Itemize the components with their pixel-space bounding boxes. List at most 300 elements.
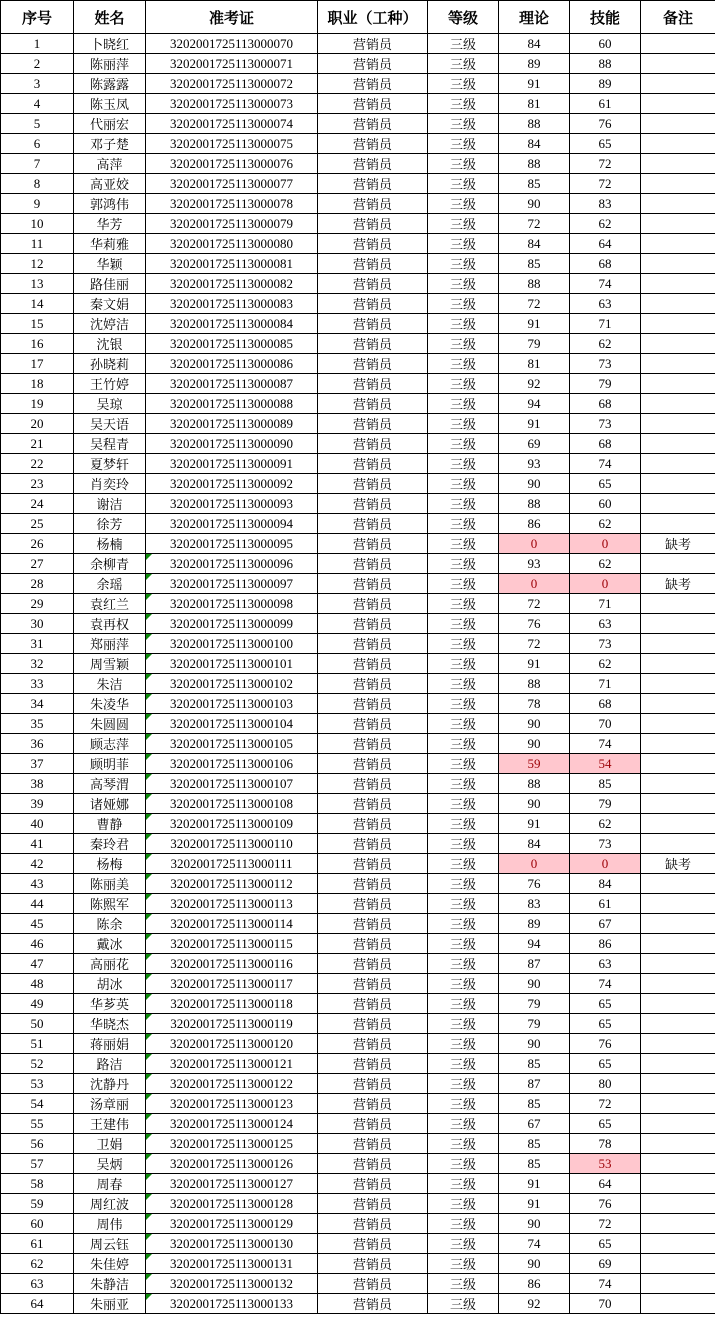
cell-exam-id[interactable]: [146, 934, 318, 954]
cell-skill-score[interactable]: 65: [570, 1014, 641, 1034]
cell-occupation[interactable]: 营销员: [318, 1154, 428, 1174]
cell-name[interactable]: 陈露露: [74, 74, 146, 94]
cell-theory-score[interactable]: 90: [499, 734, 570, 754]
cell-level[interactable]: 三级: [428, 454, 499, 474]
cell-name[interactable]: 周春: [74, 1174, 146, 1194]
cell-seq-no[interactable]: 22: [1, 454, 74, 474]
cell-level[interactable]: 三级: [428, 1194, 499, 1214]
cell-occupation[interactable]: 营销员: [318, 594, 428, 614]
cell-name[interactable]: 曹静: [74, 814, 146, 834]
cell-seq-no[interactable]: 24: [1, 494, 74, 514]
cell-theory-score[interactable]: 91: [499, 414, 570, 434]
cell-level[interactable]: 三级: [428, 274, 499, 294]
cell-skill-score[interactable]: 68: [570, 694, 641, 714]
cell-level[interactable]: 三级: [428, 394, 499, 414]
cell-occupation[interactable]: 营销员: [318, 414, 428, 434]
cell-occupation[interactable]: 营销员: [318, 1214, 428, 1234]
cell-remark[interactable]: [641, 994, 715, 1014]
cell-theory-score[interactable]: 87: [499, 954, 570, 974]
cell-theory-score[interactable]: 81: [499, 94, 570, 114]
cell-name[interactable]: 朱佳婷: [74, 1254, 146, 1274]
cell-name[interactable]: 陈丽美: [74, 874, 146, 894]
cell-skill-score[interactable]: 80: [570, 1074, 641, 1094]
cell-occupation[interactable]: 营销员: [318, 254, 428, 274]
cell-theory-score[interactable]: 76: [499, 874, 570, 894]
cell-occupation[interactable]: 营销员: [318, 454, 428, 474]
cell-occupation[interactable]: 营销员: [318, 774, 428, 794]
cell-name[interactable]: 戴冰: [74, 934, 146, 954]
cell-name[interactable]: 华芳: [74, 214, 146, 234]
cell-level[interactable]: 三级: [428, 834, 499, 854]
cell-exam-id[interactable]: [146, 994, 318, 1014]
cell-occupation[interactable]: 营销员: [318, 914, 428, 934]
cell-exam-id[interactable]: [146, 74, 318, 94]
cell-name[interactable]: 路佳丽: [74, 274, 146, 294]
cell-name[interactable]: 袁再权: [74, 614, 146, 634]
cell-skill-score[interactable]: 0: [570, 854, 641, 874]
cell-remark[interactable]: [641, 674, 715, 694]
cell-level[interactable]: 三级: [428, 254, 499, 274]
cell-exam-id[interactable]: [146, 914, 318, 934]
cell-name[interactable]: 陈丽萍: [74, 54, 146, 74]
cell-level[interactable]: 三级: [428, 734, 499, 754]
cell-exam-id[interactable]: [146, 194, 318, 214]
cell-level[interactable]: 三级: [428, 1174, 499, 1194]
cell-skill-score[interactable]: 85: [570, 774, 641, 794]
cell-occupation[interactable]: 营销员: [318, 894, 428, 914]
cell-name[interactable]: 诸娅娜: [74, 794, 146, 814]
cell-remark[interactable]: [641, 1274, 715, 1294]
cell-occupation[interactable]: 营销员: [318, 1274, 428, 1294]
cell-occupation[interactable]: 营销员: [318, 1094, 428, 1114]
cell-name[interactable]: 沈婷洁: [74, 314, 146, 334]
cell-name[interactable]: 代丽宏: [74, 114, 146, 134]
cell-theory-score[interactable]: 88: [499, 494, 570, 514]
cell-name[interactable]: 袁红兰: [74, 594, 146, 614]
cell-remark[interactable]: [641, 274, 715, 294]
cell-theory-score[interactable]: 91: [499, 1194, 570, 1214]
cell-skill-score[interactable]: 78: [570, 1134, 641, 1154]
cell-seq-no[interactable]: 40: [1, 814, 74, 834]
cell-exam-id[interactable]: [146, 314, 318, 334]
cell-remark[interactable]: [641, 654, 715, 674]
cell-level[interactable]: 三级: [428, 1074, 499, 1094]
cell-theory-score[interactable]: 85: [499, 1054, 570, 1074]
cell-seq-no[interactable]: 35: [1, 714, 74, 734]
cell-seq-no[interactable]: 45: [1, 914, 74, 934]
cell-level[interactable]: 三级: [428, 214, 499, 234]
cell-level[interactable]: 三级: [428, 854, 499, 874]
cell-exam-id[interactable]: [146, 514, 318, 534]
cell-remark[interactable]: [641, 894, 715, 914]
cell-occupation[interactable]: 营销员: [318, 1034, 428, 1054]
cell-seq-no[interactable]: 59: [1, 1194, 74, 1214]
cell-skill-score[interactable]: 71: [570, 674, 641, 694]
cell-theory-score[interactable]: 72: [499, 214, 570, 234]
header-cell-name[interactable]: 姓名: [74, 1, 146, 34]
cell-level[interactable]: 三级: [428, 334, 499, 354]
cell-name[interactable]: 周红波: [74, 1194, 146, 1214]
cell-theory-score[interactable]: 91: [499, 74, 570, 94]
cell-skill-score[interactable]: 74: [570, 1274, 641, 1294]
cell-seq-no[interactable]: 55: [1, 1114, 74, 1134]
cell-level[interactable]: 三级: [428, 1054, 499, 1074]
cell-name[interactable]: 卫娟: [74, 1134, 146, 1154]
cell-occupation[interactable]: 营销员: [318, 114, 428, 134]
cell-skill-score[interactable]: 73: [570, 414, 641, 434]
cell-theory-score[interactable]: 0: [499, 854, 570, 874]
header-cell-remark[interactable]: 备注: [641, 1, 715, 34]
cell-seq-no[interactable]: 64: [1, 1294, 74, 1314]
cell-skill-score[interactable]: 88: [570, 54, 641, 74]
cell-seq-no[interactable]: 8: [1, 174, 74, 194]
cell-theory-score[interactable]: 72: [499, 594, 570, 614]
cell-seq-no[interactable]: 16: [1, 334, 74, 354]
cell-exam-id[interactable]: [146, 874, 318, 894]
cell-skill-score[interactable]: 53: [570, 1154, 641, 1174]
cell-remark[interactable]: [641, 194, 715, 214]
cell-level[interactable]: 三级: [428, 1134, 499, 1154]
cell-seq-no[interactable]: 25: [1, 514, 74, 534]
cell-name[interactable]: 沈静丹: [74, 1074, 146, 1094]
cell-exam-id[interactable]: [146, 1094, 318, 1114]
cell-theory-score[interactable]: 92: [499, 1294, 570, 1314]
cell-seq-no[interactable]: 50: [1, 1014, 74, 1034]
cell-seq-no[interactable]: 18: [1, 374, 74, 394]
cell-skill-score[interactable]: 68: [570, 394, 641, 414]
cell-theory-score[interactable]: 76: [499, 614, 570, 634]
cell-remark[interactable]: [641, 774, 715, 794]
cell-occupation[interactable]: 营销员: [318, 394, 428, 414]
cell-occupation[interactable]: 营销员: [318, 574, 428, 594]
cell-level[interactable]: 三级: [428, 754, 499, 774]
cell-remark[interactable]: [641, 494, 715, 514]
header-cell-no[interactable]: 序号: [1, 1, 74, 34]
cell-theory-score[interactable]: 85: [499, 1094, 570, 1114]
cell-skill-score[interactable]: 74: [570, 454, 641, 474]
cell-remark[interactable]: [641, 1254, 715, 1274]
cell-remark[interactable]: [641, 1234, 715, 1254]
cell-name[interactable]: 杨楠: [74, 534, 146, 554]
cell-skill-score[interactable]: 62: [570, 814, 641, 834]
cell-exam-id[interactable]: [146, 714, 318, 734]
cell-exam-id[interactable]: [146, 1214, 318, 1234]
cell-level[interactable]: 三级: [428, 794, 499, 814]
cell-skill-score[interactable]: 74: [570, 274, 641, 294]
cell-theory-score[interactable]: 89: [499, 54, 570, 74]
cell-name[interactable]: 高琴渭: [74, 774, 146, 794]
cell-exam-id[interactable]: [146, 54, 318, 74]
cell-exam-id[interactable]: [146, 34, 318, 54]
cell-level[interactable]: 三级: [428, 1274, 499, 1294]
cell-level[interactable]: 三级: [428, 434, 499, 454]
cell-skill-score[interactable]: 60: [570, 494, 641, 514]
cell-theory-score[interactable]: 83: [499, 894, 570, 914]
cell-exam-id[interactable]: [146, 414, 318, 434]
cell-theory-score[interactable]: 92: [499, 374, 570, 394]
cell-seq-no[interactable]: 41: [1, 834, 74, 854]
cell-occupation[interactable]: 营销员: [318, 734, 428, 754]
cell-level[interactable]: 三级: [428, 914, 499, 934]
cell-seq-no[interactable]: 19: [1, 394, 74, 414]
cell-seq-no[interactable]: 52: [1, 1054, 74, 1074]
cell-theory-score[interactable]: 88: [499, 274, 570, 294]
cell-remark[interactable]: [641, 634, 715, 654]
cell-name[interactable]: 余柳青: [74, 554, 146, 574]
cell-name[interactable]: 秦玲君: [74, 834, 146, 854]
cell-remark[interactable]: [641, 314, 715, 334]
cell-seq-no[interactable]: 31: [1, 634, 74, 654]
cell-level[interactable]: 三级: [428, 774, 499, 794]
cell-remark[interactable]: [641, 34, 715, 54]
cell-occupation[interactable]: 营销员: [318, 674, 428, 694]
cell-skill-score[interactable]: 68: [570, 254, 641, 274]
cell-level[interactable]: 三级: [428, 474, 499, 494]
cell-name[interactable]: 高亚姣: [74, 174, 146, 194]
cell-level[interactable]: 三级: [428, 814, 499, 834]
cell-seq-no[interactable]: 36: [1, 734, 74, 754]
cell-exam-id[interactable]: [146, 614, 318, 634]
cell-exam-id[interactable]: [146, 1014, 318, 1034]
cell-name[interactable]: 朱凌华: [74, 694, 146, 714]
cell-level[interactable]: 三级: [428, 354, 499, 374]
cell-remark[interactable]: [641, 54, 715, 74]
cell-exam-id[interactable]: [146, 854, 318, 874]
header-cell-id[interactable]: 准考证: [146, 1, 318, 34]
cell-theory-score[interactable]: 91: [499, 314, 570, 334]
cell-remark[interactable]: [641, 954, 715, 974]
cell-seq-no[interactable]: 6: [1, 134, 74, 154]
cell-skill-score[interactable]: 65: [570, 994, 641, 1014]
cell-seq-no[interactable]: 58: [1, 1174, 74, 1194]
cell-skill-score[interactable]: 61: [570, 894, 641, 914]
cell-seq-no[interactable]: 56: [1, 1134, 74, 1154]
cell-skill-score[interactable]: 70: [570, 1294, 641, 1314]
cell-name[interactable]: 沈银: [74, 334, 146, 354]
cell-theory-score[interactable]: 84: [499, 834, 570, 854]
cell-name[interactable]: 华莉雅: [74, 234, 146, 254]
cell-remark[interactable]: [641, 874, 715, 894]
cell-theory-score[interactable]: 93: [499, 554, 570, 574]
cell-exam-id[interactable]: [146, 754, 318, 774]
cell-theory-score[interactable]: 84: [499, 34, 570, 54]
cell-name[interactable]: 蒋丽娟: [74, 1034, 146, 1054]
cell-skill-score[interactable]: 72: [570, 1094, 641, 1114]
cell-seq-no[interactable]: 21: [1, 434, 74, 454]
cell-theory-score[interactable]: 90: [499, 1214, 570, 1234]
cell-seq-no[interactable]: 57: [1, 1154, 74, 1174]
cell-occupation[interactable]: 营销员: [318, 374, 428, 394]
cell-exam-id[interactable]: [146, 774, 318, 794]
cell-seq-no[interactable]: 7: [1, 154, 74, 174]
cell-exam-id[interactable]: [146, 474, 318, 494]
cell-skill-score[interactable]: 70: [570, 714, 641, 734]
cell-theory-score[interactable]: 74: [499, 1234, 570, 1254]
cell-skill-score[interactable]: 62: [570, 554, 641, 574]
cell-theory-score[interactable]: 90: [499, 1254, 570, 1274]
cell-level[interactable]: 三级: [428, 1114, 499, 1134]
cell-skill-score[interactable]: 89: [570, 74, 641, 94]
cell-seq-no[interactable]: 44: [1, 894, 74, 914]
cell-seq-no[interactable]: 53: [1, 1074, 74, 1094]
cell-occupation[interactable]: 营销员: [318, 154, 428, 174]
cell-theory-score[interactable]: 79: [499, 1014, 570, 1034]
cell-exam-id[interactable]: [146, 94, 318, 114]
cell-seq-no[interactable]: 47: [1, 954, 74, 974]
cell-seq-no[interactable]: 27: [1, 554, 74, 574]
cell-remark[interactable]: [641, 474, 715, 494]
cell-occupation[interactable]: 营销员: [318, 514, 428, 534]
cell-level[interactable]: 三级: [428, 194, 499, 214]
cell-remark[interactable]: [641, 74, 715, 94]
cell-exam-id[interactable]: [146, 294, 318, 314]
cell-level[interactable]: 三级: [428, 574, 499, 594]
cell-seq-no[interactable]: 43: [1, 874, 74, 894]
cell-name[interactable]: 胡冰: [74, 974, 146, 994]
cell-occupation[interactable]: 营销员: [318, 1014, 428, 1034]
cell-exam-id[interactable]: [146, 234, 318, 254]
cell-seq-no[interactable]: 26: [1, 534, 74, 554]
cell-remark[interactable]: [641, 254, 715, 274]
cell-occupation[interactable]: 营销员: [318, 994, 428, 1014]
cell-skill-score[interactable]: 63: [570, 614, 641, 634]
cell-theory-score[interactable]: 90: [499, 474, 570, 494]
cell-name[interactable]: 徐芳: [74, 514, 146, 534]
cell-remark[interactable]: [641, 334, 715, 354]
cell-occupation[interactable]: 营销员: [318, 434, 428, 454]
cell-seq-no[interactable]: 9: [1, 194, 74, 214]
cell-occupation[interactable]: 营销员: [318, 834, 428, 854]
cell-theory-score[interactable]: 79: [499, 994, 570, 1014]
cell-exam-id[interactable]: [146, 834, 318, 854]
cell-occupation[interactable]: 营销员: [318, 1294, 428, 1314]
cell-skill-score[interactable]: 72: [570, 174, 641, 194]
cell-remark[interactable]: [641, 1014, 715, 1034]
cell-seq-no[interactable]: 20: [1, 414, 74, 434]
cell-name[interactable]: 王建伟: [74, 1114, 146, 1134]
cell-theory-score[interactable]: 0: [499, 574, 570, 594]
cell-occupation[interactable]: 营销员: [318, 654, 428, 674]
cell-level[interactable]: 三级: [428, 974, 499, 994]
cell-occupation[interactable]: 营销员: [318, 94, 428, 114]
cell-remark[interactable]: [641, 1174, 715, 1194]
cell-exam-id[interactable]: [146, 134, 318, 154]
cell-occupation[interactable]: 营销员: [318, 34, 428, 54]
cell-skill-score[interactable]: 62: [570, 654, 641, 674]
cell-skill-score[interactable]: 54: [570, 754, 641, 774]
cell-seq-no[interactable]: 3: [1, 74, 74, 94]
cell-level[interactable]: 三级: [428, 654, 499, 674]
cell-skill-score[interactable]: 86: [570, 934, 641, 954]
cell-remark[interactable]: [641, 1294, 715, 1314]
cell-skill-score[interactable]: 64: [570, 1174, 641, 1194]
cell-level[interactable]: 三级: [428, 1034, 499, 1054]
cell-skill-score[interactable]: 83: [570, 194, 641, 214]
cell-skill-score[interactable]: 0: [570, 574, 641, 594]
cell-remark[interactable]: [641, 234, 715, 254]
cell-exam-id[interactable]: [146, 1134, 318, 1154]
cell-remark[interactable]: [641, 754, 715, 774]
cell-exam-id[interactable]: [146, 1194, 318, 1214]
cell-exam-id[interactable]: [146, 214, 318, 234]
cell-remark[interactable]: [641, 794, 715, 814]
cell-exam-id[interactable]: [146, 154, 318, 174]
cell-name[interactable]: 周云钰: [74, 1234, 146, 1254]
cell-exam-id[interactable]: [146, 1074, 318, 1094]
cell-remark[interactable]: [641, 1074, 715, 1094]
cell-exam-id[interactable]: [146, 374, 318, 394]
cell-level[interactable]: 三级: [428, 694, 499, 714]
cell-skill-score[interactable]: 62: [570, 334, 641, 354]
header-cell-job[interactable]: 职业（工种）: [318, 1, 428, 34]
cell-name[interactable]: 陈熙军: [74, 894, 146, 914]
cell-remark[interactable]: [641, 1034, 715, 1054]
cell-remark[interactable]: [641, 1094, 715, 1114]
cell-occupation[interactable]: 营销员: [318, 494, 428, 514]
cell-occupation[interactable]: 营销员: [318, 1254, 428, 1274]
cell-occupation[interactable]: 营销员: [318, 794, 428, 814]
cell-skill-score[interactable]: 76: [570, 1034, 641, 1054]
cell-occupation[interactable]: 营销员: [318, 314, 428, 334]
cell-exam-id[interactable]: [146, 694, 318, 714]
cell-skill-score[interactable]: 0: [570, 534, 641, 554]
cell-seq-no[interactable]: 28: [1, 574, 74, 594]
cell-name[interactable]: 谢洁: [74, 494, 146, 514]
cell-skill-score[interactable]: 71: [570, 314, 641, 334]
cell-exam-id[interactable]: [146, 954, 318, 974]
cell-skill-score[interactable]: 62: [570, 214, 641, 234]
cell-exam-id[interactable]: [146, 1254, 318, 1274]
header-cell-level[interactable]: 等级: [428, 1, 499, 34]
cell-remark[interactable]: [641, 914, 715, 934]
cell-occupation[interactable]: 营销员: [318, 754, 428, 774]
cell-remark[interactable]: [641, 934, 715, 954]
cell-remark[interactable]: 缺考: [641, 854, 715, 874]
cell-name[interactable]: 顾明菲: [74, 754, 146, 774]
cell-seq-no[interactable]: 23: [1, 474, 74, 494]
cell-skill-score[interactable]: 84: [570, 874, 641, 894]
cell-exam-id[interactable]: [146, 354, 318, 374]
cell-occupation[interactable]: 营销员: [318, 634, 428, 654]
cell-name[interactable]: 陈玉凤: [74, 94, 146, 114]
cell-skill-score[interactable]: 61: [570, 94, 641, 114]
cell-skill-score[interactable]: 76: [570, 1194, 641, 1214]
cell-exam-id[interactable]: [146, 254, 318, 274]
cell-theory-score[interactable]: 67: [499, 1114, 570, 1134]
cell-level[interactable]: 三级: [428, 54, 499, 74]
cell-remark[interactable]: [641, 1154, 715, 1174]
cell-occupation[interactable]: 营销员: [318, 814, 428, 834]
cell-theory-score[interactable]: 72: [499, 634, 570, 654]
cell-theory-score[interactable]: 84: [499, 134, 570, 154]
cell-skill-score[interactable]: 68: [570, 434, 641, 454]
cell-remark[interactable]: [641, 614, 715, 634]
header-cell-skill[interactable]: 技能: [570, 1, 641, 34]
cell-theory-score[interactable]: 59: [499, 754, 570, 774]
cell-theory-score[interactable]: 69: [499, 434, 570, 454]
cell-exam-id[interactable]: [146, 594, 318, 614]
cell-seq-no[interactable]: 15: [1, 314, 74, 334]
cell-skill-score[interactable]: 73: [570, 634, 641, 654]
cell-occupation[interactable]: 营销员: [318, 54, 428, 74]
cell-name[interactable]: 王竹婷: [74, 374, 146, 394]
cell-remark[interactable]: [641, 1214, 715, 1234]
cell-name[interactable]: 杨梅: [74, 854, 146, 874]
cell-exam-id[interactable]: [146, 1114, 318, 1134]
cell-exam-id[interactable]: [146, 1174, 318, 1194]
cell-seq-no[interactable]: 60: [1, 1214, 74, 1234]
cell-remark[interactable]: [641, 814, 715, 834]
